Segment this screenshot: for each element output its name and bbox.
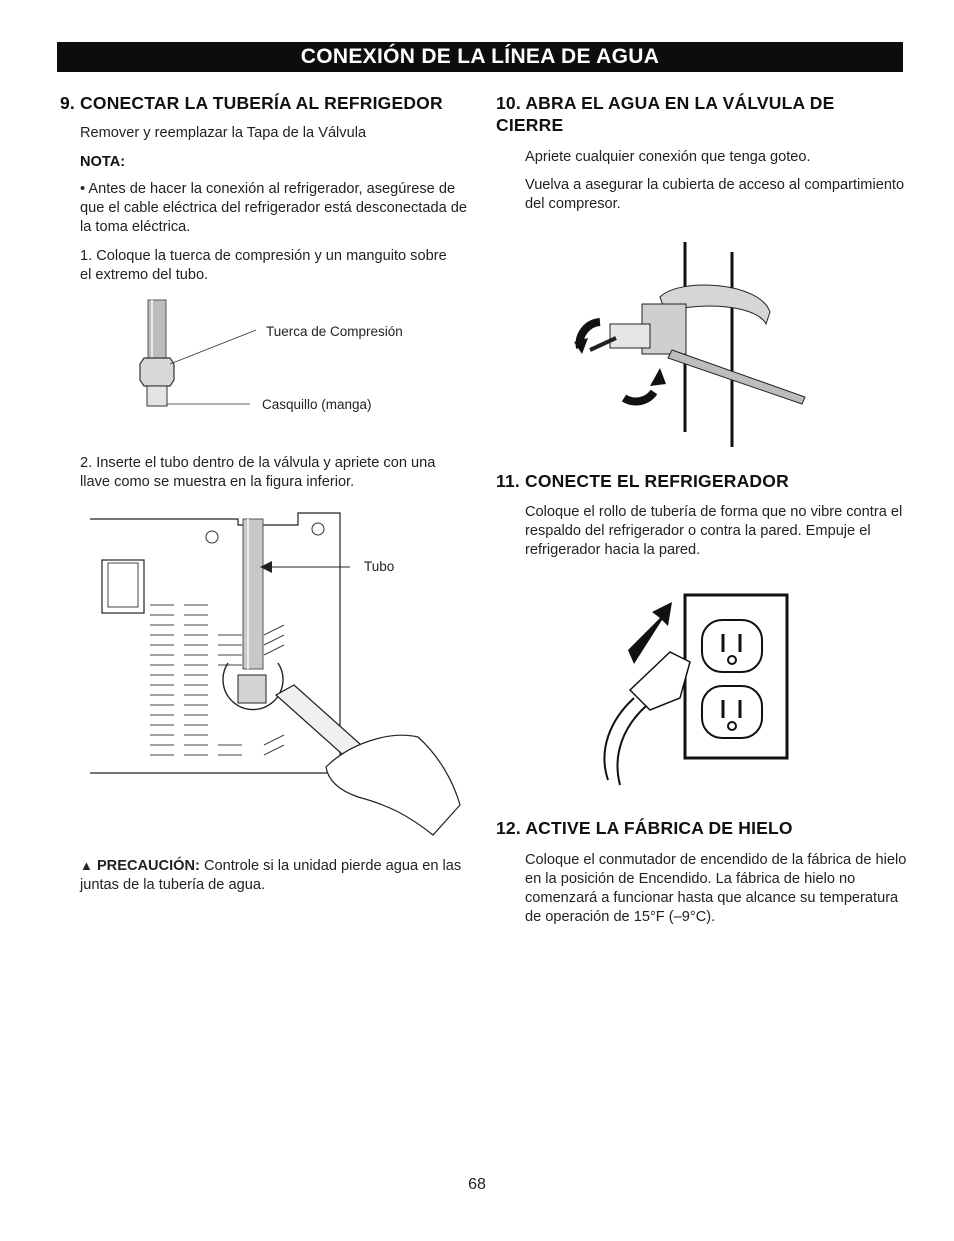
caution-label: PRECAUCIÓN: (96, 858, 200, 874)
step-12-p1: Coloque el conmutador de encendido de la fábrica de hielo en la posición de Encendido. La fábrica de hielo no comenzará a funcionar hasta que alcance su temperatura de operación de 15°F (–9°C). (525, 852, 907, 925)
label-tube: Tubo (364, 559, 395, 574)
step-9-intro: Remover y reemplazar la Tapa de la Válvula (80, 125, 367, 141)
label-compression-nut: Tuerca de Compresión (266, 324, 403, 339)
step-10-title: 10. ABRA EL AGUA EN LA VÁLVULA DE CIERRE (496, 93, 835, 135)
nota-bullet: • Antes de hacer la conexión al refrigerador, asegúrese de que el cable eléctrica del refrigerador está desconectada de la toma eléctrica. (80, 181, 467, 235)
label-sleeve: Casquillo (manga) (262, 397, 372, 412)
caution-text: Controle si la unidad pierde agua en las juntas de la tubería de agua. (80, 858, 462, 893)
step-9-2: 2. Inserte el tubo dentro de la válvula y apriete con una llave como se muestra en la figura inferior. (80, 455, 436, 490)
step-9-title: 9. CONECTAR LA TUBERÍA AL REFRIGEDOR (60, 93, 443, 113)
step-11-title: 11. CONECTE EL REFRIGERADOR (496, 471, 789, 491)
nota-label: NOTA: (80, 154, 126, 170)
step-10-p1: Apriete cualquier conexión que tenga goteo. (525, 149, 811, 165)
step-11-p1: Coloque el rollo de tubería de forma que no vibre contra el respaldo del refrigerador o contra la pared. Empuje el refrigerador hacia la pared. (525, 504, 903, 558)
section-banner: CONEXIÓN DE LA LÍNEA DE AGUA (57, 42, 903, 72)
step-12-title: 12. ACTIVE LA FÁBRICA DE HIELO (496, 818, 793, 838)
step-10-p2: Vuelva a asegurar la cubierta de acceso al compartimiento del compresor. (525, 177, 905, 212)
warning-icon: ▲ (80, 858, 93, 873)
shutoff-valve-figure (570, 242, 840, 447)
page-number: 68 (468, 1176, 486, 1193)
step-9-1: 1. Coloque la tuerca de compresión y un manguito sobre el extremo del tubo. (80, 248, 447, 283)
caution-note (80, 856, 465, 895)
wrench-valve-figure (88, 505, 468, 850)
plug-outlet-figure (590, 590, 800, 790)
